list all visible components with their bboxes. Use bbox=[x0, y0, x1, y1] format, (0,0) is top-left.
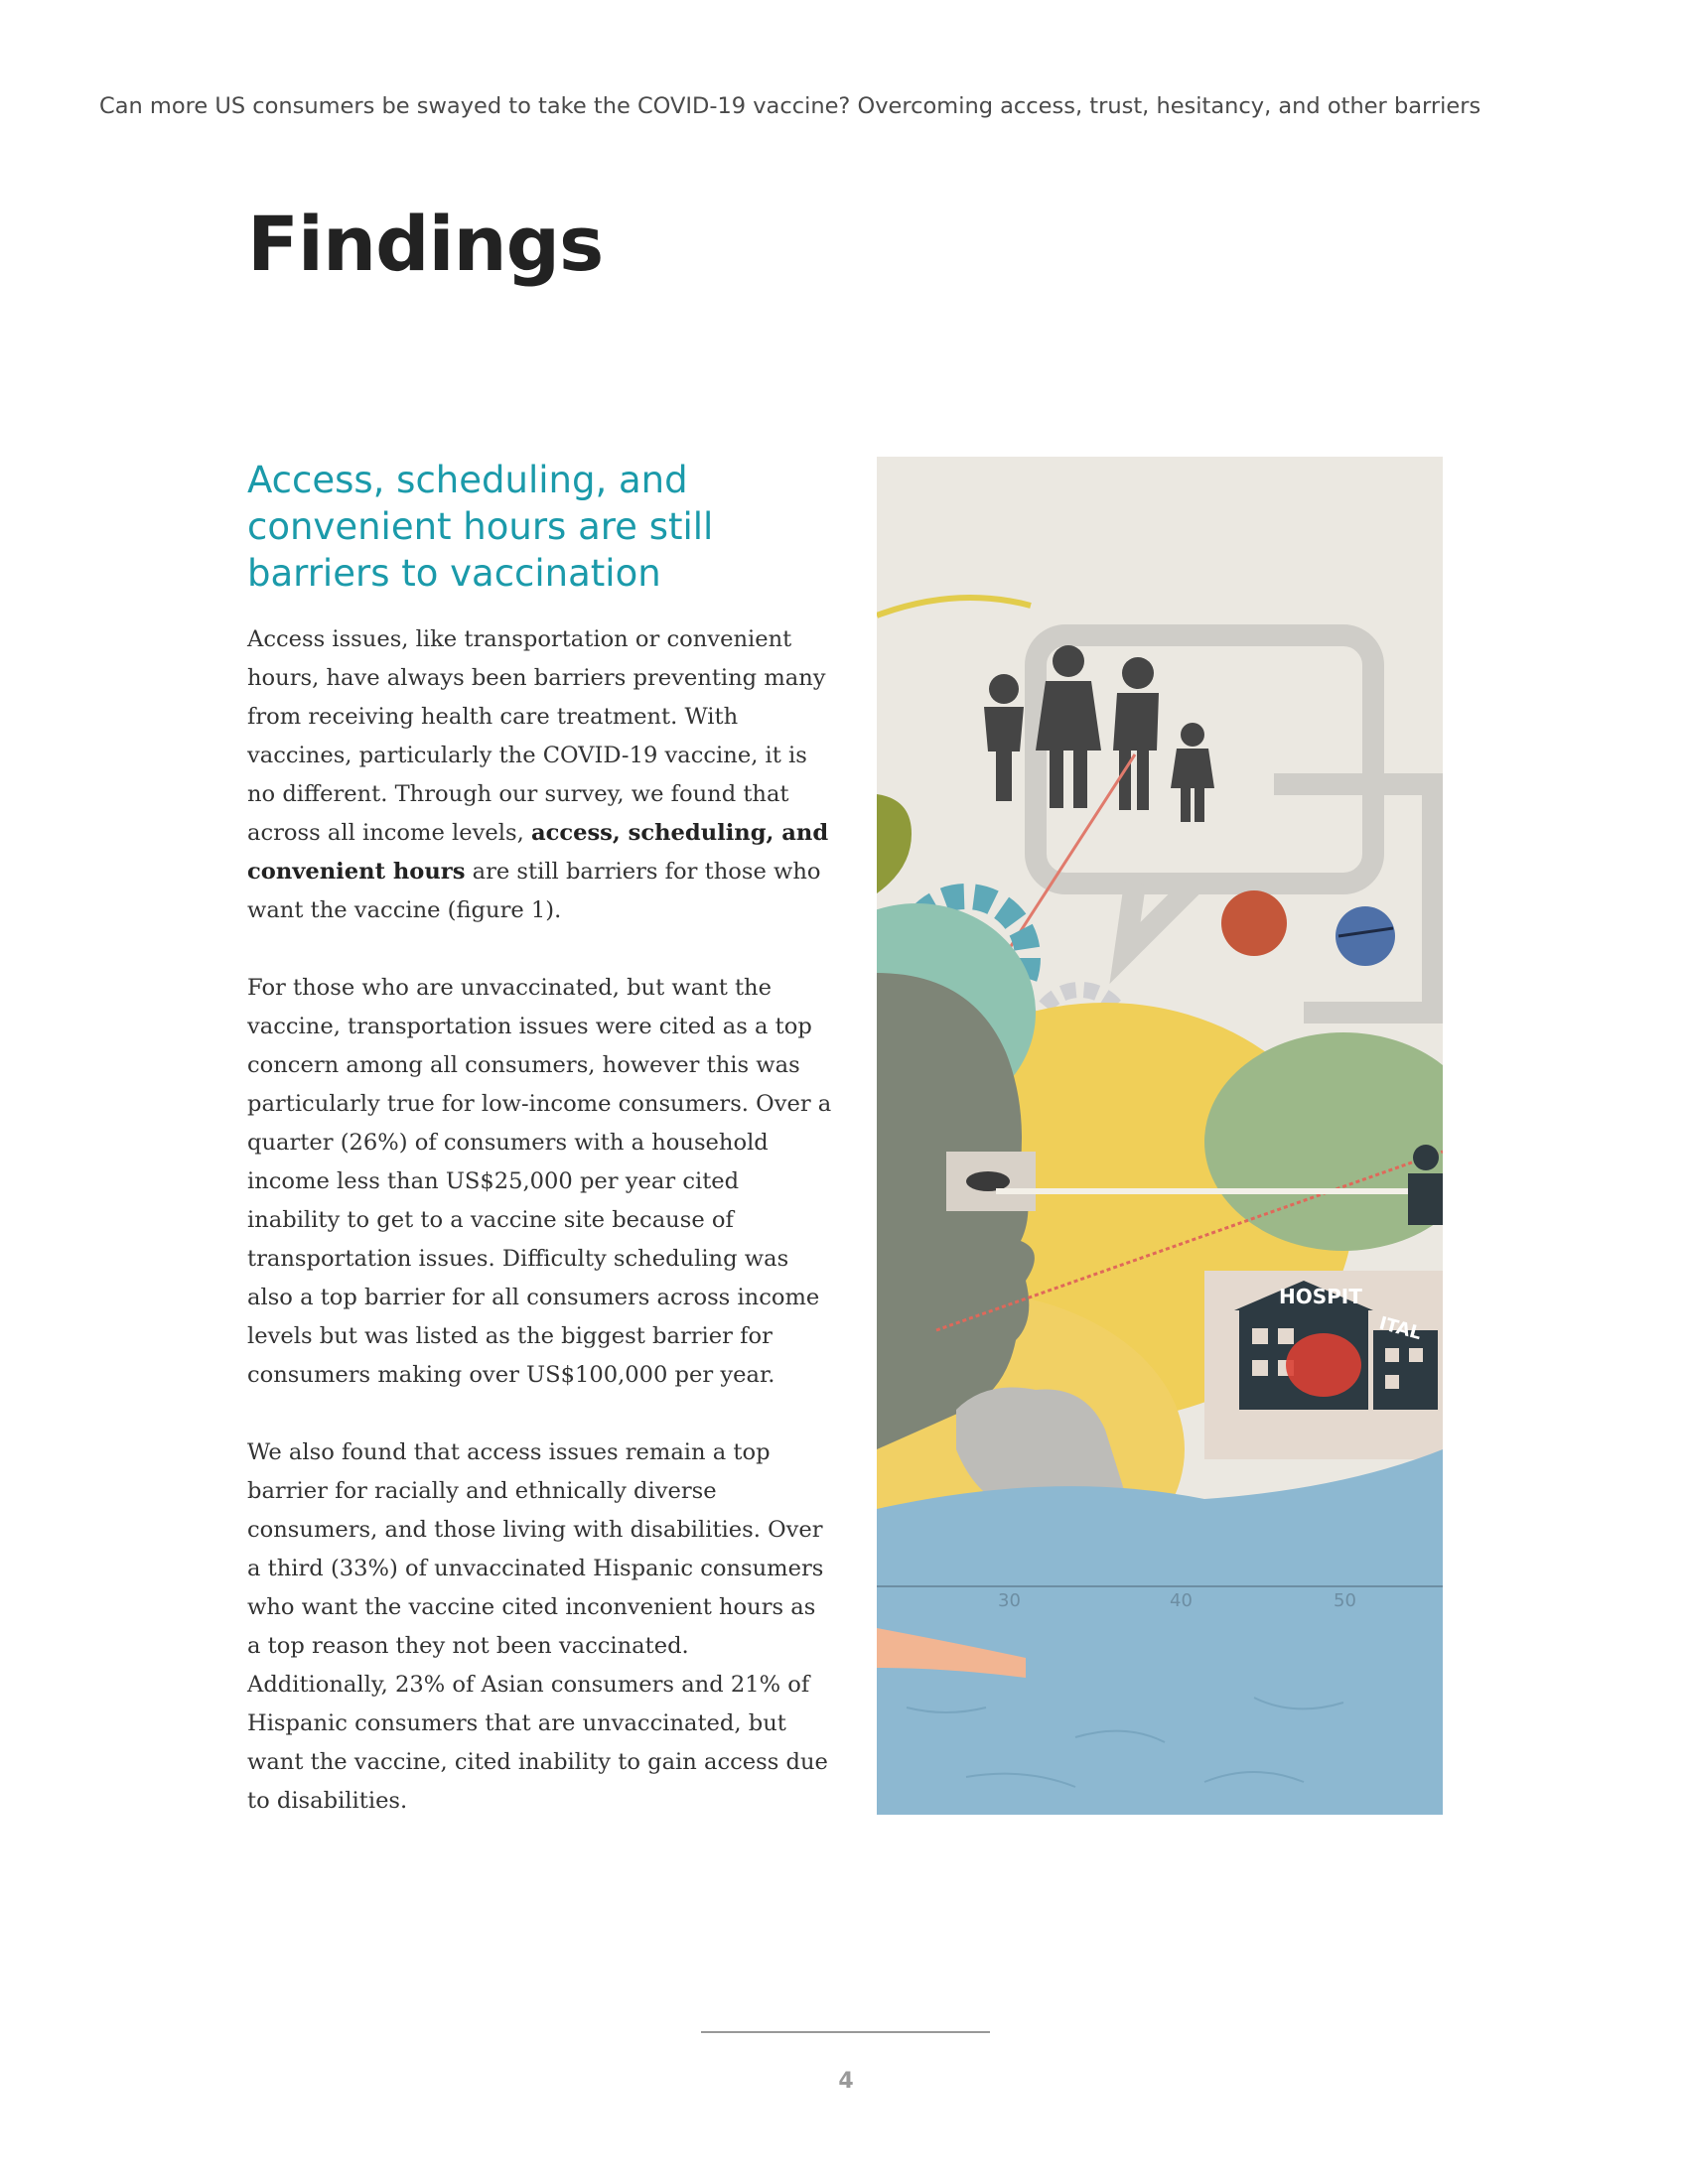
hospital-sign-text-2: ITAL bbox=[1376, 1312, 1424, 1345]
paragraph-1 bbox=[247, 620, 833, 930]
paragraph-2: For those who are unvaccinated, but want the vaccine, transportation issues were cited as a top concern among all consumers, however this was particularly true for low-income consumers. Over a quarter (26%) of consumers with a household income less than US$25,000 per year cited inability to get to a vaccine site because of transportation issues. Difficulty scheduling was also a top barrier for all consumers across income levels but was listed as the biggest barrier for consumers making over US$100,000 per year. bbox=[247, 975, 832, 1388]
ruler-label-50: 50 bbox=[1334, 1590, 1356, 1611]
ruler-label-30: 30 bbox=[998, 1590, 1021, 1611]
page-number: 4 bbox=[838, 2069, 854, 2094]
collage-illustration bbox=[877, 457, 1443, 1815]
running-header: Can more US consumers be swayed to take the COVID-19 vaccine? Overcoming access, trust, hesitancy, and other barriers bbox=[99, 93, 1481, 119]
body-text bbox=[247, 620, 833, 1859]
section-heading: Access, scheduling, and convenient hours are still barriers to vaccination bbox=[247, 459, 714, 595]
page-title: Findings bbox=[247, 200, 604, 288]
hospital-sign-text: HOSPIT bbox=[1279, 1285, 1362, 1308]
hospital-icon bbox=[1204, 1271, 1443, 1459]
paragraph-1-bold: access, scheduling, and convenient hours bbox=[247, 820, 829, 885]
paragraph-1-text-end: are still barriers for those who want the vaccine (figure 1). bbox=[247, 859, 821, 923]
paragraph-1-text: Access issues, like transportation or convenient hours, have always been barriers preventing many from receiving health care treatment. With vaccines, particularly the COVID-19 vaccine, it is no different. Through our survey, we found that across all income levels, bbox=[247, 626, 826, 846]
ruler-label-40: 40 bbox=[1170, 1590, 1193, 1611]
paragraph-3: We also found that access issues remain a top barrier for racially and ethnically diverse consumers, and those living with disabilities. Over a third (33%) of unvaccinated Hispanic consumers who want the vaccine cited inconvenient hours as a top reason they not been vaccinated. Additionally, 23% of Asian consumers and 21% of Hispanic consumers that are unvaccinated, but want the vaccine, cited inability to gain access due to disabilities. bbox=[247, 1439, 828, 1814]
footer-rule bbox=[701, 2031, 990, 2033]
person-medkit-icon bbox=[1408, 1145, 1443, 1225]
